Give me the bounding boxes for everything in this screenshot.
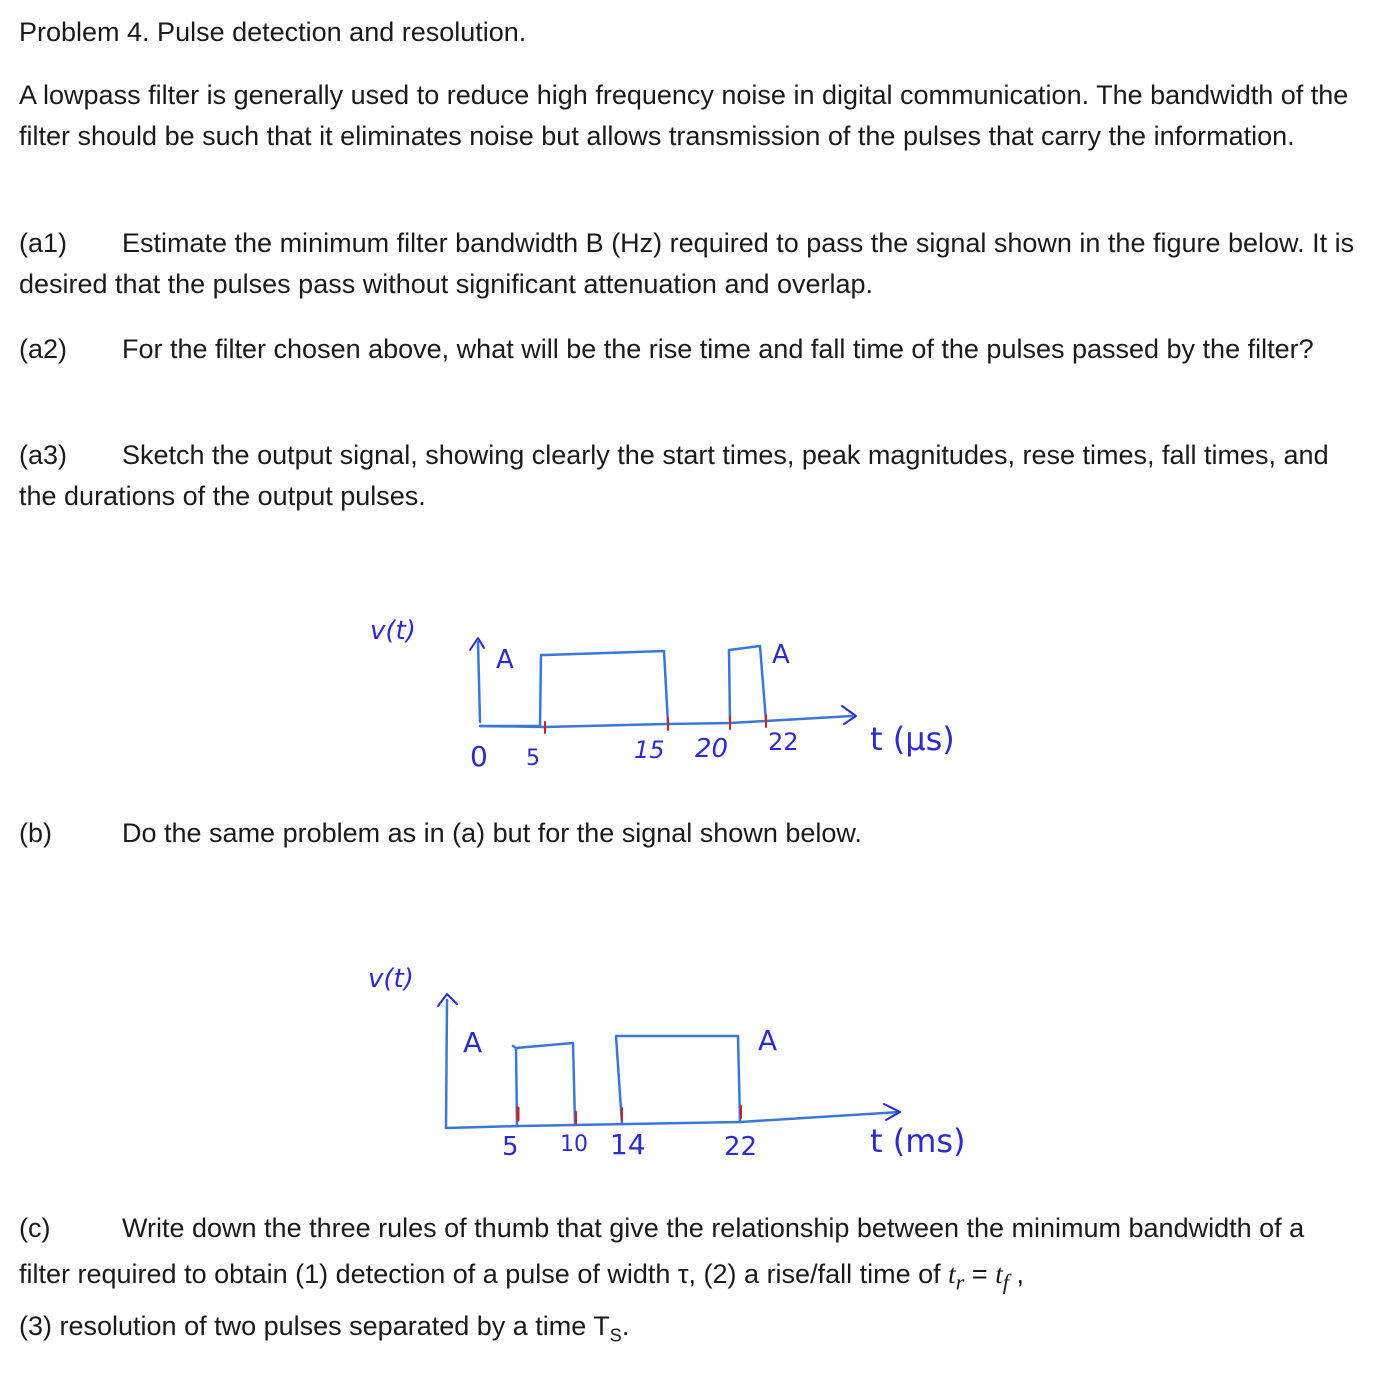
fig2-tick-label-14: 14 [610, 1128, 646, 1161]
eq-comma: , [1008, 1259, 1024, 1289]
fig2-tick-label-10: 10 [560, 1132, 588, 1157]
fig1-ylabel: v(t) [370, 616, 416, 646]
eq-tr: $t_r$ [948, 1259, 965, 1295]
eq-tf: $t_f$ [995, 1259, 1009, 1295]
fig2-amplitude-label-1: A [463, 1026, 483, 1059]
fig2-y-axis [446, 1000, 447, 1128]
part-a2-label: (a2) [19, 334, 68, 364]
part-a3-label: (a3) [19, 440, 68, 470]
fig2-amplitude-label-2: A [758, 1024, 778, 1057]
fig2-tick-label-22: 22 [724, 1132, 758, 1162]
part-c-label: (c) [19, 1213, 51, 1243]
part-a2-text: For the filter chosen above, what will be the rise time and fall time of the pulses passed by the filter? [122, 334, 1314, 364]
part-a1-text: Estimate the minimum filter bandwidth B (Hz) required to pass the signal shown in the figure below. It is desired that the pulses pass without significant attenuation and overlap. [19, 228, 1355, 299]
fig1-amplitude-label-1: A [496, 645, 514, 675]
part-b-label: (b) [19, 818, 52, 848]
fig2-pulse-2 [616, 1036, 740, 1124]
intro-paragraph: A lowpass filter is generally used to reduce high frequency noise in digital communication. The bandwidth of the filter should be such that it eliminates noise but allows transmission of the pulses that carry the information. [19, 80, 1349, 151]
fig1-tick-label-0: 0 [470, 740, 488, 773]
fig2-xlabel: t (ms) [870, 1122, 966, 1160]
fig1-xlabel: t (μs) [870, 720, 955, 758]
fig1-tick-label-5: 5 [526, 746, 540, 771]
fig1-tick-label-20: 20 [695, 734, 729, 764]
part-c-text: Write down the three rules of thumb that give the relationship between the minimum bandwidth of a filter required to obtain (1) detection of a pulse of width τ, (2) a rise/fall time of [19, 1213, 1305, 1289]
fig2-x-axis [446, 1112, 900, 1128]
fig1-amplitude-label-2: A [772, 640, 790, 670]
part-a1-label: (a1) [19, 228, 68, 258]
fig2-tick-label-5: 5 [502, 1132, 519, 1162]
fig2-pulse-1 [513, 1043, 575, 1126]
part-b-text: Do the same problem as in (a) but for the signal shown below. [122, 818, 862, 848]
eq-equals: = [964, 1259, 996, 1289]
fig1-tick-label-22: 22 [768, 728, 799, 756]
part-c-rule3: (3) resolution of two pulses separated by a time $T_S$. [19, 1311, 630, 1346]
problem-title: Problem 4. Pulse detection and resolution. [19, 17, 527, 47]
fig1-tick-label-15: 15 [634, 736, 665, 764]
fig2-ylabel: v(t) [368, 964, 414, 994]
part-a3-text: Sketch the output signal, showing clearly the start times, peak magnitudes, rese times, fall times, and the durations of the output pulses. [19, 440, 1329, 511]
